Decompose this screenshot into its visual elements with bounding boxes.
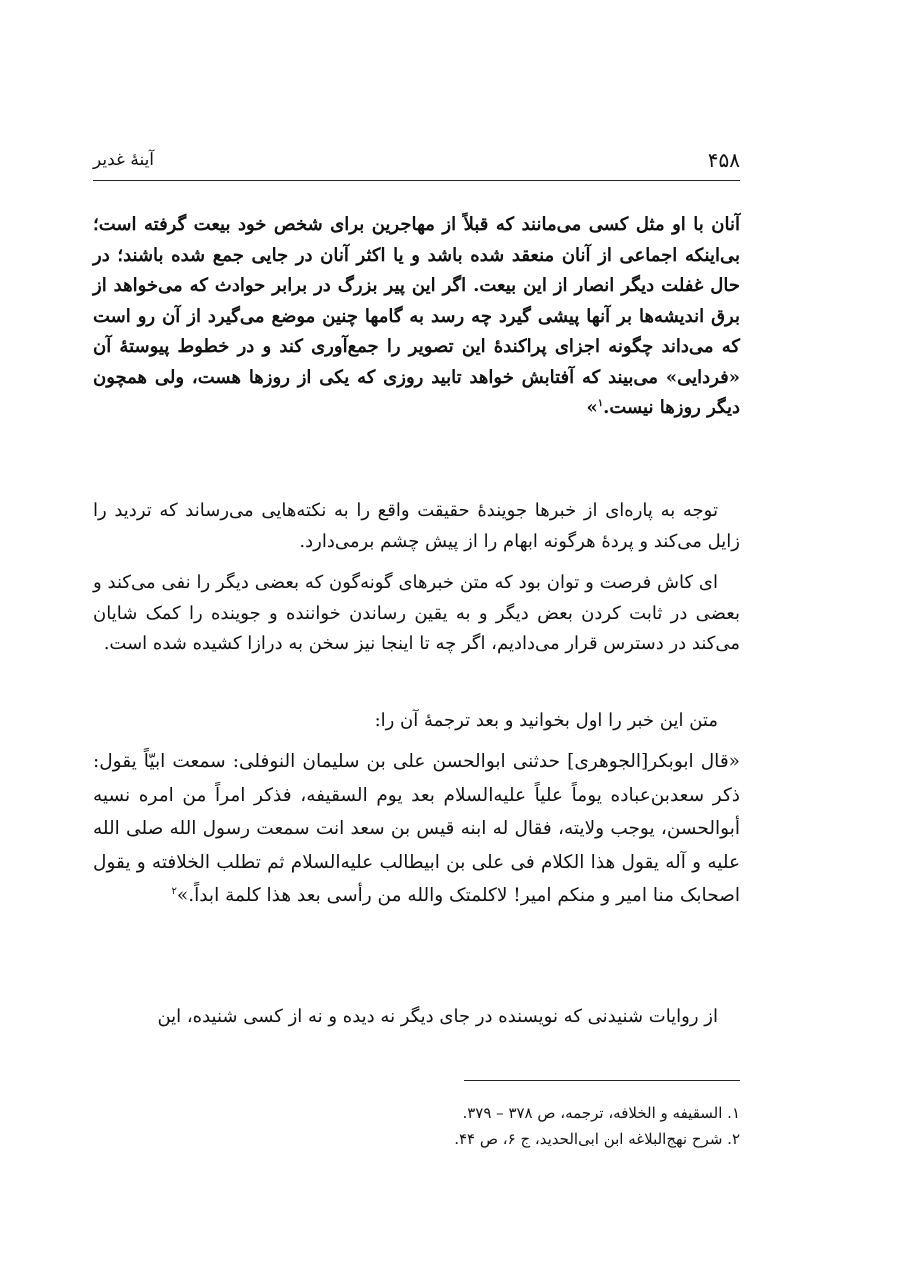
- footnote-ref-2[interactable]: ۲: [171, 885, 177, 897]
- paragraph-1: توجه به پاره‌ای از خبرها جویندهٔ حقیقت واقع را به نکته‌هایی می‌رساند که تردید را زایل می‌کند و پردهٔ هرگونه ابهام را از پیش چشم برمی‌دارد.: [93, 500, 740, 552]
- arabic-quoted-narration: [93, 745, 740, 913]
- page-header: [93, 148, 740, 178]
- page-number: ۴۵۸: [707, 148, 740, 172]
- footnote-ref-1[interactable]: ۱: [597, 398, 604, 409]
- arabic-narration-text: «قال ابوبکر[الجوهری] حدثنی ابوالحسن علی بن سلیمان النوفلی: سمعت ابیّاً یقول: ذکر سعدبن‌عباده یوماً علیاً علیه‌السلام بعد یوم السقیفه، فذکر امراً من امره نسیه أبوالحسن، یوجب ولایته، فقال له ابنه قیس بن سعد انت سمعت رسول الله صلی الله علیه و آله یقول هذا الکلام فی علی بن ابیطالب علیه‌السلام ثم تطلب الخلافته و یقول اصحابک منا امیر و منکم امیر! لاکلمتک والله من رأسی بعد هذا کلمة ابداً.»: [93, 751, 740, 906]
- bold-passage-closing-quote: »: [586, 397, 598, 418]
- footnote-divider: [464, 1080, 740, 1081]
- footnote-1: ۱. السقیفه و الخلافه، ترجمه، ص ۳۷۸ – ۳۷۹.: [462, 1104, 740, 1122]
- footnotes-section: [93, 1100, 740, 1152]
- paragraph-3: متن این خبر را اول بخوانید و بعد ترجمهٔ آن را:: [374, 710, 718, 731]
- bold-quoted-passage: [93, 210, 740, 424]
- header-divider: [93, 180, 740, 181]
- running-title: آینهٔ غدیر: [93, 150, 155, 170]
- paragraph-4: از روایات شنیدنی که نویسنده در جای دیگر نه دیده و نه از کسی شنیده، این: [157, 1006, 718, 1027]
- paragraph-2: ای کاش فرصت و توان بود که متن خبرهای گونه‌گون که بعضی دیگر را نفی می‌کند و بعضی در ثابت کردن بعض دیگر و به یقین رساندن خواننده و جوینده را کمک شایان می‌کند در دسترس قرار می‌دادیم، اگر چه تا اینجا نیز سخن به درازا کشیده شده است.: [93, 572, 740, 654]
- bold-passage-text: آنان با او مثل کسی می‌مانند که قبلاً از مهاجرین برای شخص خود بیعت گرفته است؛ بی‌اینکه اجماعی از آنان منعقد شده باشد و یا اکثر آنان در جایی جمع شده باشند؛ در حال غفلت دیگر انصار از این بیعت. اگر این پیر بزرگ در برابر حوادث که می‌خواهد از برق اندیشه‌ها بر آنها پیشی گیرد چه رسد به گامها چنین موضع می‌گیرد از آن رو است که می‌داند چگونه اجزای پراکندهٔ این تصویر را جمع‌آوری کند و در خطوط پیوستهٔ آن «فردایی» می‌بیند که آفتابش خواهد تابید روزی که یکی از روزها هست، ولی همچون دیگر روزها نیست.: [93, 214, 740, 418]
- footnote-2: ۲. شرح نهج‌البلاغه ابن ابی‌الحدید، ج ۶، ص ۴۴.: [454, 1130, 740, 1148]
